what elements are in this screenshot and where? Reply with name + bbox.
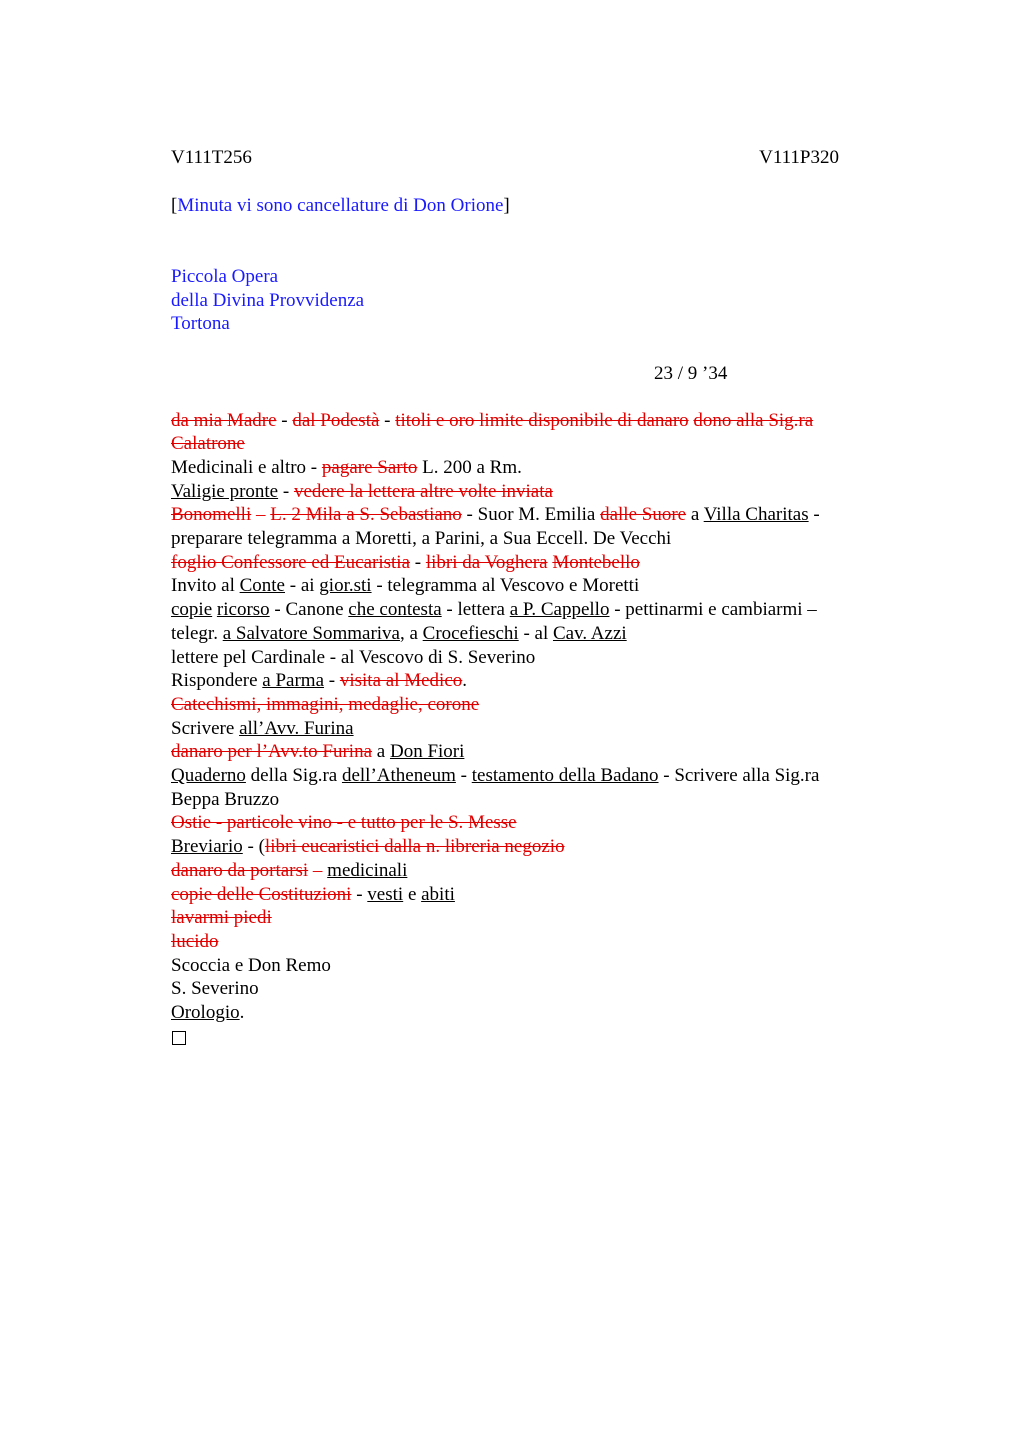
red-dash: – [251, 504, 271, 526]
plain-text: a [686, 504, 704, 526]
struck-text: copie delle Costituzioni [171, 883, 352, 905]
underlined-text: che contesta [348, 599, 442, 621]
note-line [171, 811, 881, 835]
plain-text: Scoccia e Don Remo [171, 954, 331, 976]
note-line [171, 883, 881, 907]
plain-text: telegr. [171, 622, 223, 644]
struck-text: lucido [171, 930, 219, 952]
underlined-text: Crocefieschi [422, 622, 519, 644]
note-line [171, 574, 881, 598]
plain-text: - ( [242, 836, 265, 858]
underlined-text: dell’Atheneum [341, 765, 456, 787]
plain-text: - telegramma al Vescovo e Moretti [371, 575, 640, 597]
note-open-bracket: [ [171, 195, 178, 216]
underlined-text: abiti [421, 883, 455, 905]
underlined-text: medicinali [327, 859, 408, 881]
underlined-text: Orologio [171, 1002, 240, 1024]
plain-text: - [379, 409, 396, 431]
plain-text: - [351, 883, 368, 905]
plain-text: - Scrivere alla Sig.ra [658, 765, 820, 787]
struck-text: Montebello [552, 551, 640, 573]
plain-text: - Suor M. Emilia [461, 504, 601, 526]
note-line [171, 835, 881, 859]
letterhead-address [171, 265, 881, 336]
address-line-2: della Divina Provvidenza [171, 289, 365, 311]
checkbox-square-icon [172, 1031, 186, 1045]
note-line [171, 717, 881, 741]
underlined-text: Villa Charitas [703, 504, 809, 526]
underlined-text: all’Avv. Furina [239, 717, 354, 739]
plain-text: - al [518, 622, 553, 644]
note-line [171, 480, 881, 504]
document-page [171, 146, 881, 1051]
underlined-text: a Salvatore Sommariva [222, 622, 400, 644]
struck-text: Calatrone [171, 433, 245, 455]
struck-text: libri eucaristici dalla n. libreria negozio [264, 836, 565, 858]
plain-text: - lettera [441, 599, 510, 621]
note-line [171, 551, 881, 575]
note-line [171, 764, 881, 788]
struck-text: L. 2 Mila a S. Sebastiano [270, 504, 462, 526]
plain-text: - [278, 480, 294, 502]
underlined-text: Quaderno [171, 765, 246, 787]
struck-text: Ostie - particole vino - e tutto per le S. Messe [171, 812, 517, 834]
note-line [171, 693, 881, 717]
note-line [171, 1001, 881, 1025]
note-line [171, 432, 881, 456]
plain-text: - [455, 765, 472, 787]
red-dash: – [308, 859, 328, 881]
plain-text: e [403, 883, 422, 905]
plain-text: - pettinarmi e cambiarmi – [609, 599, 817, 621]
plain-text: - Canone [269, 599, 349, 621]
header-row [171, 146, 839, 170]
struck-text: da mia Madre [171, 409, 277, 431]
struck-text: Catechismi, immagini, medaglie, corone [171, 693, 480, 715]
note-line [171, 740, 881, 764]
struck-text: titoli e oro limite disponibile di danaro [395, 409, 689, 431]
underlined-text: gior.sti [319, 575, 372, 597]
underlined-text: Cav. Azzi [552, 622, 627, 644]
note-line [171, 669, 881, 693]
struck-text: lavarmi piedi [171, 907, 272, 929]
plain-text: preparare telegramma a Moretti, a Parini, a Sua Eccell. De Vecchi [171, 528, 672, 550]
underlined-text: copie [171, 599, 213, 621]
address-line-1: Piccola Opera [171, 266, 279, 287]
editorial-note [171, 194, 881, 218]
plain-text: - [808, 504, 820, 526]
end-marker [171, 1025, 881, 1051]
left-code: V111T256 [171, 147, 252, 168]
plain-text: Medicinali e altro - [171, 456, 322, 478]
address-line-3: Tortona [171, 313, 230, 334]
note-line [171, 409, 881, 433]
note-line [171, 503, 881, 527]
underlined-text: Conte [239, 575, 285, 597]
plain-text: a [372, 741, 390, 763]
underlined-text: Breviario [171, 836, 243, 858]
note-line [171, 977, 881, 1001]
struck-text: dalle Suore [600, 504, 687, 526]
struck-text: danaro per l’Avv.to Furina [171, 741, 373, 763]
note-line [171, 598, 881, 622]
plain-text: - [276, 409, 293, 431]
underlined-text: vesti [367, 883, 404, 905]
note-line [171, 954, 881, 978]
underlined-text: a P. Cappello [509, 599, 610, 621]
struck-text: pagare Sarto [321, 456, 418, 478]
underlined-text: testamento della Badano [471, 765, 659, 787]
plain-text: L. 200 a Rm. [417, 456, 522, 478]
struck-text: dono alla Sig.ra [693, 409, 814, 431]
note-line [171, 456, 881, 480]
note-line [171, 622, 881, 646]
plain-text: . [239, 1002, 245, 1024]
plain-text: Invito al [171, 575, 240, 597]
plain-text: S. Severino [171, 978, 259, 1000]
struck-text: foglio Confessore ed Eucaristia [171, 551, 411, 573]
struck-text: libri da Voghera [425, 551, 548, 573]
note-line [171, 906, 881, 930]
plain-text: della Sig.ra [245, 765, 342, 787]
plain-text: lettere pel Cardinale - al Vescovo di S. Severino [171, 646, 536, 668]
struck-text: danaro da portarsi [171, 859, 309, 881]
plain-text: Scrivere [171, 717, 240, 739]
note-line [171, 646, 881, 670]
plain-text: Beppa Bruzzo [171, 788, 280, 810]
underlined-text: ricorso [216, 599, 270, 621]
plain-text: . [462, 670, 468, 692]
underlined-text: Don Fiori [389, 741, 465, 763]
struck-text: Bonomelli [171, 504, 252, 526]
note-list [171, 409, 881, 1025]
note-close-bracket: ] [503, 195, 510, 216]
struck-text: vedere la lettera altre volte inviata [293, 480, 553, 502]
underlined-text: Valigie pronte [171, 480, 279, 502]
note-text: Minuta vi sono cancellature di Don Orione [177, 195, 504, 216]
plain-text: Rispondere [171, 670, 263, 692]
note-line [171, 930, 881, 954]
right-code: V111P320 [759, 147, 839, 168]
note-line [171, 788, 881, 812]
note-line [171, 859, 881, 883]
plain-text: - [324, 670, 340, 692]
underlined-text: a Parma [262, 670, 325, 692]
letter-date: 23 / 9 ’34 [654, 362, 728, 384]
struck-text: dal Podestà [292, 409, 380, 431]
note-line [171, 527, 881, 551]
plain-text: - ai [285, 575, 320, 597]
plain-text: - [410, 551, 426, 573]
plain-text: , a [399, 622, 423, 644]
struck-text: visita al Medico [339, 670, 463, 692]
